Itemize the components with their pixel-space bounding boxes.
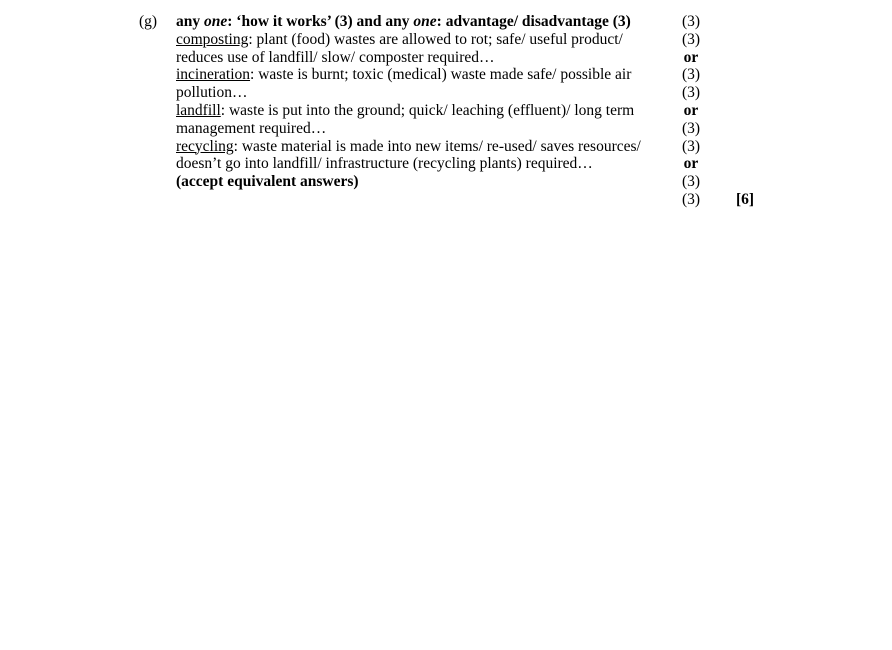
incineration-line-1 bbox=[176, 66, 666, 84]
landfill-line-2: management required… bbox=[176, 119, 327, 137]
mark-item: (3) bbox=[681, 13, 701, 30]
composting-line-1 bbox=[176, 31, 666, 49]
question-label: (g) bbox=[139, 13, 158, 30]
recycling-line-2: doesn’t go into landfill/ infrastructure (recycling plants) required… bbox=[176, 155, 593, 173]
mark-item: (3) bbox=[681, 84, 701, 102]
landfill-term: landfill bbox=[176, 101, 221, 119]
mark-item: (3) bbox=[681, 119, 701, 137]
heading-part-3: : ‘how it works’ (3) and any bbox=[227, 13, 414, 30]
heading-emphasis-1: one bbox=[204, 13, 228, 30]
incineration-term: incineration bbox=[176, 66, 251, 84]
marks-column bbox=[672, 13, 710, 209]
composting-text: : plant (food) wastes are allowed to rot; safe/ useful product/ bbox=[248, 30, 623, 48]
recycling-term: recycling bbox=[176, 137, 234, 155]
accept-note: (accept equivalent answers) bbox=[176, 173, 359, 191]
mark-item: (3) bbox=[681, 30, 701, 48]
recycling-line-1 bbox=[176, 138, 666, 156]
composting-term: composting bbox=[176, 30, 249, 48]
total-marks: [6] bbox=[736, 191, 755, 208]
mark-item: (3) bbox=[681, 137, 701, 155]
heading-part-5: : advantage/ disadvantage (3) bbox=[436, 13, 631, 30]
mark-item: (3) bbox=[681, 66, 701, 84]
recycling-text: : waste material is made into new items/ re-used/ saves resources/ bbox=[233, 137, 641, 155]
incineration-line-2: pollution… bbox=[176, 84, 248, 102]
heading-emphasis-2: one bbox=[413, 13, 437, 30]
landfill-text: : waste is put into the ground; quick/ leaching (effluent)/ long term bbox=[220, 101, 635, 119]
mark-item: (3) bbox=[681, 173, 701, 191]
answer-text bbox=[176, 13, 666, 191]
mark-or: or bbox=[683, 101, 699, 119]
mark-or: or bbox=[683, 155, 699, 173]
mark-item: (3) bbox=[681, 190, 701, 208]
heading-line bbox=[176, 13, 666, 31]
composting-line-2: reduces use of landfill/ slow/ composter required… bbox=[176, 48, 495, 66]
incineration-text: : waste is burnt; toxic (medical) waste made safe/ possible air bbox=[250, 66, 632, 84]
heading-part-1: any bbox=[176, 13, 204, 30]
mark-or: or bbox=[683, 48, 699, 66]
landfill-line-1 bbox=[176, 102, 666, 120]
